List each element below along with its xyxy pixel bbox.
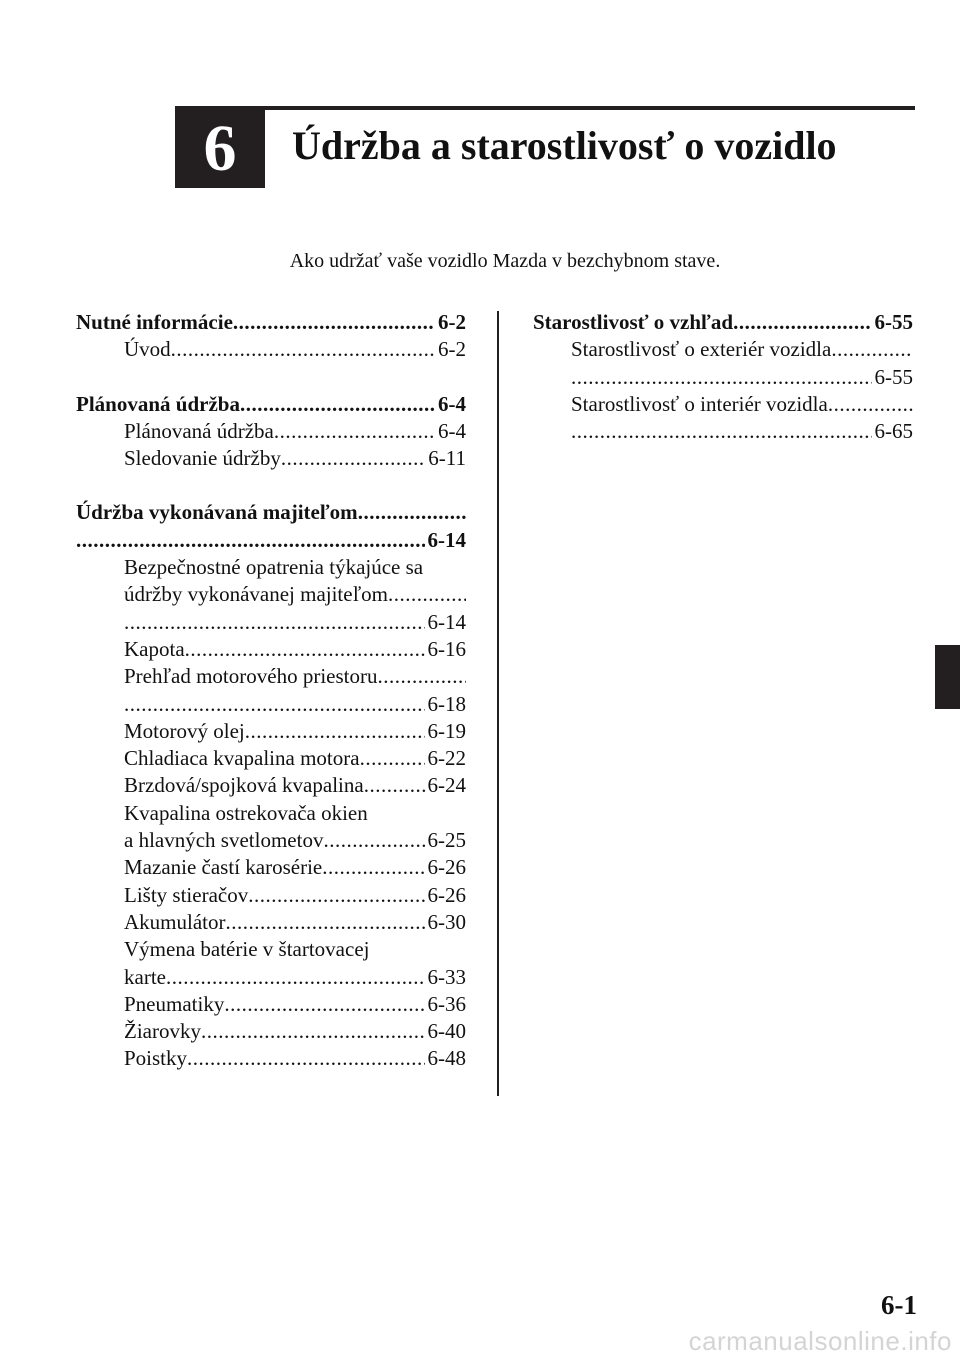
toc-entry[interactable] [76,636,466,663]
toc-dot-leader [124,691,425,718]
toc-page-ref: 6-19 [427,718,466,743]
toc-entry-label: Akumulátor [124,909,226,934]
toc-entry[interactable] [76,445,466,472]
toc-entry-label: Motorový olej [124,718,245,743]
toc-entry-label: Chladiaca kvapalina motora [124,746,360,771]
toc-dot-leader [76,527,425,554]
toc-dot-leader [245,718,425,745]
toc-dot-leader [224,991,424,1018]
toc-page-ref: 6-14 [427,527,466,552]
toc-entry-label: Kvapalina ostrekovača okien [124,800,368,825]
toc-dot-leader [201,1018,425,1045]
toc-dot-leader [571,418,872,445]
toc-entry-label: karte [124,964,166,989]
toc-entry[interactable] [76,609,466,636]
toc-entry-label: Starostlivosť o exteriér vozidla [571,337,832,362]
toc-dot-leader [831,336,913,363]
toc-entry-label: údržby vykonávanej majiteľom [124,582,388,607]
toc-dot-leader [360,745,425,772]
toc-entry[interactable] [76,745,466,772]
toc-page-ref: 6-65 [874,419,913,444]
toc-entry[interactable] [533,336,913,363]
toc-entry[interactable] [76,936,466,963]
toc-entry-label: Lišty stieračov [124,882,249,907]
toc-entry[interactable] [76,882,466,909]
toc-entry[interactable] [76,909,466,936]
toc-entry-label: Úvod [124,337,171,362]
toc-entry[interactable] [76,336,466,363]
toc-entry-label: Sledovanie údržby [124,446,281,471]
toc-entry[interactable] [76,718,466,745]
toc-page-ref: 6-4 [438,391,466,416]
toc-left-column [76,309,466,1073]
toc-dot-leader [733,309,871,336]
toc-page-ref: 6-40 [427,1019,466,1044]
toc-entry[interactable] [76,663,466,690]
toc-page-ref: 6-16 [427,636,466,661]
toc-entry[interactable] [76,991,466,1018]
toc-heading[interactable] [76,527,466,554]
toc-page-ref: 6-14 [427,609,466,634]
chapter-side-tab [935,645,960,709]
toc-right-column [533,309,913,445]
toc-entry-label: Starostlivosť o vzhľad [533,310,734,334]
toc-heading[interactable] [76,309,466,336]
toc-entry-label: Žiarovky [124,1019,201,1044]
toc-entry[interactable] [76,800,466,827]
toc-entry-label: Starostlivosť o interiér vozidla [571,391,828,416]
toc-entry-label: Brzdová/spojková kvapalina [124,773,364,798]
toc-entry[interactable] [76,418,466,445]
toc-dot-leader [240,391,435,418]
toc-page-ref: 6-18 [427,691,466,716]
toc-page-ref: 6-4 [438,418,466,443]
toc-heading[interactable] [76,391,466,418]
toc-entry-label: Plánovaná údržba [76,391,240,416]
chapter-subtitle: Ako udržať vaše vozidlo Mazda v bezchybnom stave. [289,250,721,272]
toc-entry-label: Prehľad motorového priestoru [124,664,378,689]
toc-entry[interactable] [76,964,466,991]
chapter-title: Údržba a starostlivosť o vozidlo [292,123,837,168]
toc-page-ref: 6-48 [427,1046,466,1071]
toc-page-ref: 6-22 [427,746,466,771]
toc-dot-leader [358,499,466,526]
toc-dot-leader [828,391,913,418]
toc-entry[interactable] [76,554,466,581]
toc-entry-label: Nutné informácie [76,310,233,334]
toc-entry-label: Pneumatiky [124,991,225,1016]
toc-entry[interactable] [533,364,913,391]
toc-entry-label: Poistky [124,1046,188,1071]
toc-entry[interactable] [76,827,466,854]
toc-entry-label: Kapota [124,636,185,661]
toc-page-ref: 6-25 [427,828,466,853]
toc-dot-leader [571,364,872,391]
watermark: carmanualsonline.info [688,1326,952,1356]
toc-dot-leader [377,663,466,690]
toc-entry[interactable] [76,691,466,718]
toc-entry-label: Bezpečnostné opatrenia týkajúce sa [124,555,424,580]
chapter-number: 6 [203,112,237,185]
toc-gap [76,472,466,499]
toc-entry[interactable] [76,1018,466,1045]
toc-entry-label: Mazanie častí karosérie [124,855,323,880]
toc-page-ref: 6-55 [874,364,913,389]
toc-page-ref: 6-26 [427,882,466,907]
toc-dot-leader [171,336,435,363]
toc-entry-label: Údržba vykonávaná majiteľom [76,500,358,525]
header-rule [175,106,915,110]
toc-dot-leader [187,1045,424,1072]
toc-entry-label: Plánovaná údržba [124,418,274,443]
toc-dot-leader [364,772,425,799]
toc-entry[interactable] [76,1045,466,1072]
toc-entry[interactable] [533,391,913,418]
toc-dot-leader [388,581,466,608]
toc-entry[interactable] [533,418,913,445]
toc-dot-leader [225,909,424,936]
toc-page-ref: 6-2 [438,337,466,362]
toc-dot-leader [248,882,424,909]
toc-heading[interactable] [533,309,913,336]
toc-dot-leader [166,964,425,991]
toc-page-ref: 6-33 [427,964,466,989]
toc-dot-leader [124,609,425,636]
toc-dot-leader [322,854,424,881]
toc-entry[interactable] [76,772,466,799]
page-number: 6-1 [881,1290,917,1320]
toc-heading[interactable] [76,499,466,526]
column-divider [497,311,499,1096]
toc-gap [76,364,466,391]
toc-entry-label: a hlavných svetlometov [124,828,324,853]
toc-entry[interactable] [76,581,466,608]
toc-page-ref: 6-36 [427,991,466,1016]
toc-page-ref: 6-24 [427,773,466,798]
toc-dot-leader [185,636,425,663]
toc-page-ref: 6-26 [427,855,466,880]
toc-entry-label: Výmena batérie v štartovacej [124,937,370,962]
toc-page-ref: 6-11 [428,446,466,471]
toc-dot-leader [323,827,424,854]
toc-dot-leader [274,418,435,445]
chapter-number-box [175,110,265,188]
toc-dot-leader [281,445,425,472]
toc-page-ref: 6-30 [427,909,466,934]
toc-dot-leader [233,309,435,336]
toc-entry[interactable] [76,854,466,881]
toc-page-ref: 6-55 [874,310,913,334]
toc-page-ref: 6-2 [438,310,466,334]
